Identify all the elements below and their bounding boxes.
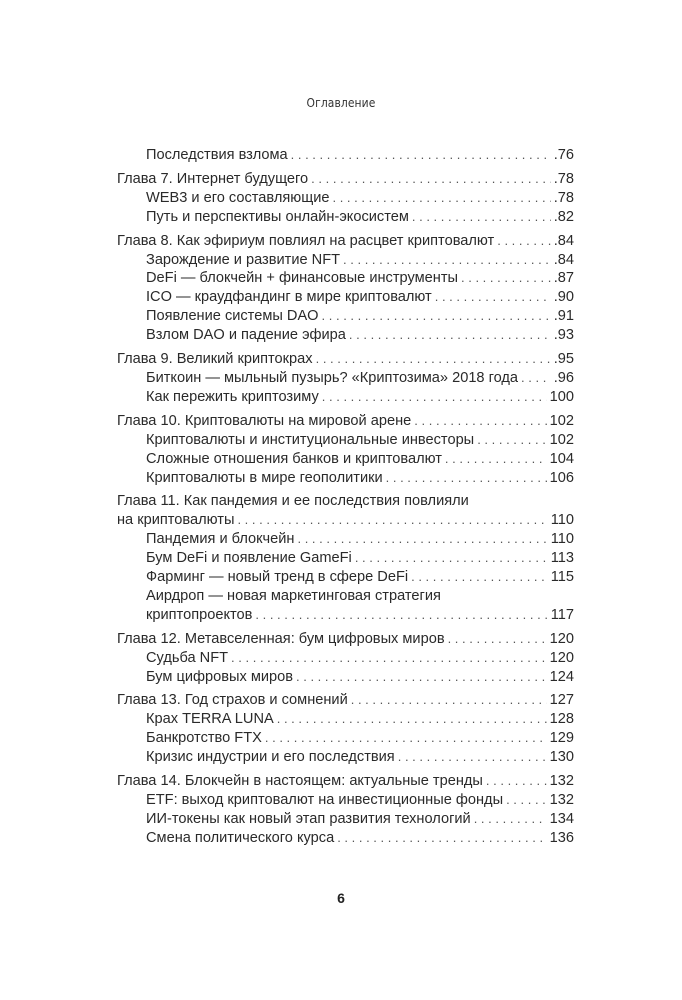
toc-entry-title: ICO — краудфандинг в мире криптовалют — [146, 289, 432, 306]
leader-dots — [322, 388, 547, 407]
toc-chapter-title: Глава 12. Метавселенная: бум цифровых миров — [117, 630, 445, 647]
toc-entry-page: 113 — [550, 550, 574, 567]
leader-dots — [255, 606, 547, 625]
toc-entry-page: 132 — [549, 792, 574, 808]
table-of-contents — [117, 146, 574, 848]
toc-entry-title: Криптовалюты и институциональные инвесторы — [146, 431, 475, 448]
toc-entry-page: 134 — [549, 810, 574, 827]
leader-dots — [497, 232, 550, 251]
toc-entry-title: Пандемия и блокчейн — [146, 531, 295, 548]
leader-dots — [311, 170, 551, 189]
toc-entry-page: 110 — [550, 531, 574, 548]
toc-entry-title: Фарминг — новый тренд в сфере DeFi — [146, 569, 409, 586]
leader-dots — [322, 307, 551, 326]
running-head: Оглавление — [306, 95, 376, 110]
leader-dots — [521, 369, 551, 388]
toc-chapter-page: 120 — [549, 630, 574, 647]
toc-chapter-title: Глава 9. Великий криптокрах — [117, 351, 313, 368]
toc-entry-title: Крах TERRA LUNA — [146, 711, 274, 728]
toc-chapter-title: Глава 14. Блокчейн в настоящем: актуальные тренды — [117, 773, 483, 790]
toc-entry-page: 102 — [549, 431, 574, 448]
leader-dots — [297, 530, 547, 549]
toc-entry[interactable] — [117, 568, 574, 587]
leader-dots — [461, 269, 551, 288]
leader-dots — [355, 549, 548, 568]
toc-chapter[interactable] — [117, 350, 574, 369]
toc-entry-title: Бум цифровых миров — [146, 668, 293, 685]
leader-dots — [343, 251, 551, 270]
leader-dots — [337, 829, 546, 848]
toc-entry-page: 120 — [549, 649, 574, 666]
toc-entry-page: 124 — [549, 668, 574, 685]
leader-dots — [277, 710, 547, 729]
toc-entry[interactable] — [117, 729, 574, 748]
toc-chapter[interactable] — [117, 232, 574, 251]
toc-entry[interactable] — [117, 269, 574, 288]
toc-entry-title: Кризис индустрии и его последствия — [146, 749, 395, 766]
toc-entry-title-line1: Аирдроп — новая маркетинговая стратегия — [146, 587, 441, 604]
leader-dots — [414, 412, 546, 431]
toc-entry-page: 117 — [550, 606, 574, 623]
leader-dots — [386, 469, 547, 488]
toc-entry-page: 136 — [549, 829, 574, 846]
leader-dots — [474, 810, 547, 829]
toc-entry[interactable] — [117, 829, 574, 848]
toc-entry[interactable] — [117, 146, 574, 165]
toc-chapter[interactable] — [117, 630, 574, 649]
toc-entry[interactable] — [117, 587, 574, 625]
toc-entry-page: .82 — [553, 208, 574, 225]
toc-entry-title: Бум DeFi и появление GameFi — [146, 550, 352, 567]
toc-entry-page: 106 — [549, 469, 574, 486]
toc-entry[interactable] — [117, 189, 574, 208]
leader-dots — [296, 668, 547, 687]
leader-dots — [411, 568, 548, 587]
toc-chapter[interactable] — [117, 772, 574, 791]
toc-entry[interactable] — [117, 450, 574, 469]
leader-dots — [477, 431, 546, 450]
leader-dots — [445, 450, 547, 469]
toc-chapter-title-line1: Глава 11. Как пандемия и ее последствия повлияли — [117, 493, 469, 510]
toc-chapter-title: Глава 13. Год страхов и сомнений — [117, 692, 348, 709]
toc-entry-page: .87 — [553, 270, 574, 287]
leader-dots — [265, 729, 547, 748]
leader-dots — [351, 691, 547, 710]
toc-chapter-page: .84 — [553, 232, 574, 249]
leader-dots — [398, 748, 547, 767]
toc-chapter-title: Глава 8. Как эфириум повлиял на расцвет криптовалют — [117, 232, 495, 249]
toc-entry-title: криптопроектов — [146, 606, 253, 623]
leader-dots — [486, 772, 547, 791]
toc-entry-title: Путь и перспективы онлайн-экосистем — [146, 208, 409, 225]
toc-entry[interactable] — [117, 710, 574, 729]
leader-dots — [506, 791, 547, 810]
toc-entry[interactable] — [117, 369, 574, 388]
toc-entry[interactable] — [117, 549, 574, 568]
toc-chapter-title: на криптовалюты — [117, 512, 235, 529]
toc-entry-page: .78 — [553, 189, 574, 206]
toc-entry[interactable] — [117, 307, 574, 326]
toc-entry[interactable] — [117, 469, 574, 488]
toc-chapter-page: 102 — [549, 412, 574, 429]
toc-entry-page: .96 — [553, 369, 574, 386]
toc-entry-page: 115 — [550, 569, 574, 586]
leader-dots — [231, 649, 547, 668]
toc-entry[interactable] — [117, 388, 574, 407]
leader-dots — [448, 630, 547, 649]
toc-chapter-page: 132 — [549, 773, 574, 790]
toc-entry[interactable] — [117, 668, 574, 687]
toc-chapter-page: 110 — [550, 512, 574, 529]
toc-entry-page: 100 — [549, 388, 574, 405]
toc-entry-page: .84 — [553, 251, 574, 268]
page-number: 6 — [337, 890, 345, 906]
toc-entry-title: WEB3 и его составляющие — [146, 189, 330, 206]
toc-entry-page: 128 — [549, 711, 574, 728]
toc-entry-title: Судьба NFT — [146, 649, 229, 666]
toc-entry-title: Смена политического курса — [146, 829, 335, 846]
toc-chapter-title: Глава 10. Криптовалюты на мировой арене — [117, 412, 412, 429]
toc-entry-title: DeFi — блокчейн + финансовые инструменты — [146, 270, 459, 287]
toc-entry-page: .76 — [553, 147, 574, 163]
leader-dots — [291, 146, 551, 165]
toc-entry-page: 130 — [549, 749, 574, 766]
toc-entry-title: Последствия взлома — [146, 147, 288, 163]
leader-dots — [237, 511, 547, 530]
toc-entry[interactable] — [117, 431, 574, 450]
leader-dots — [349, 326, 551, 345]
toc-entry[interactable] — [117, 791, 574, 810]
toc-entry[interactable] — [117, 326, 574, 345]
toc-entry[interactable] — [117, 649, 574, 668]
toc-entry-page: .90 — [553, 289, 574, 306]
toc-entry[interactable] — [117, 251, 574, 270]
leader-dots — [412, 208, 551, 227]
toc-entry-title: Зарождение и развитие NFT — [146, 251, 341, 268]
toc-chapter[interactable] — [117, 492, 574, 530]
toc-chapter-page: .95 — [553, 351, 574, 368]
toc-entry-title: Появление системы DAO — [146, 308, 319, 325]
toc-entry-title: Криптовалюты в мире геополитики — [146, 469, 383, 486]
toc-entry[interactable] — [117, 810, 574, 829]
toc-chapter-page: .78 — [553, 170, 574, 187]
toc-entry-title: Сложные отношения банков и криптовалют — [146, 450, 442, 467]
toc-chapter-page: 127 — [549, 692, 574, 709]
leader-dots — [316, 350, 551, 369]
toc-entry[interactable] — [117, 530, 574, 549]
toc-entry-title: Банкротство FTX — [146, 730, 262, 747]
toc-chapter[interactable] — [117, 691, 574, 710]
leader-dots — [332, 189, 550, 208]
leader-dots — [435, 288, 551, 307]
toc-chapter[interactable] — [117, 412, 574, 431]
toc-chapter-title: Глава 7. Интернет будущего — [117, 170, 309, 187]
toc-entry-page: .93 — [553, 327, 574, 344]
toc-entry-title: ETF: выход криптовалют на инвестиционные фонды — [146, 792, 504, 808]
toc-entry-title: Биткоин — мыльный пузырь? «Криптозима» 2018 года — [146, 369, 519, 386]
toc-entry-title: Как пережить криптозиму — [146, 388, 319, 405]
toc-entry[interactable] — [117, 288, 574, 307]
toc-entry-page: 104 — [549, 450, 574, 467]
toc-entry-title: Взлом DAO и падение эфира — [146, 327, 346, 344]
toc-entry-page: .91 — [553, 308, 574, 325]
toc-entry-page: 129 — [549, 730, 574, 747]
toc-entry-title: ИИ-токены как новый этап развития технологий — [146, 810, 471, 827]
toc-chapter[interactable] — [117, 170, 574, 189]
toc-entry[interactable] — [117, 208, 574, 227]
toc-entry[interactable] — [117, 748, 574, 767]
